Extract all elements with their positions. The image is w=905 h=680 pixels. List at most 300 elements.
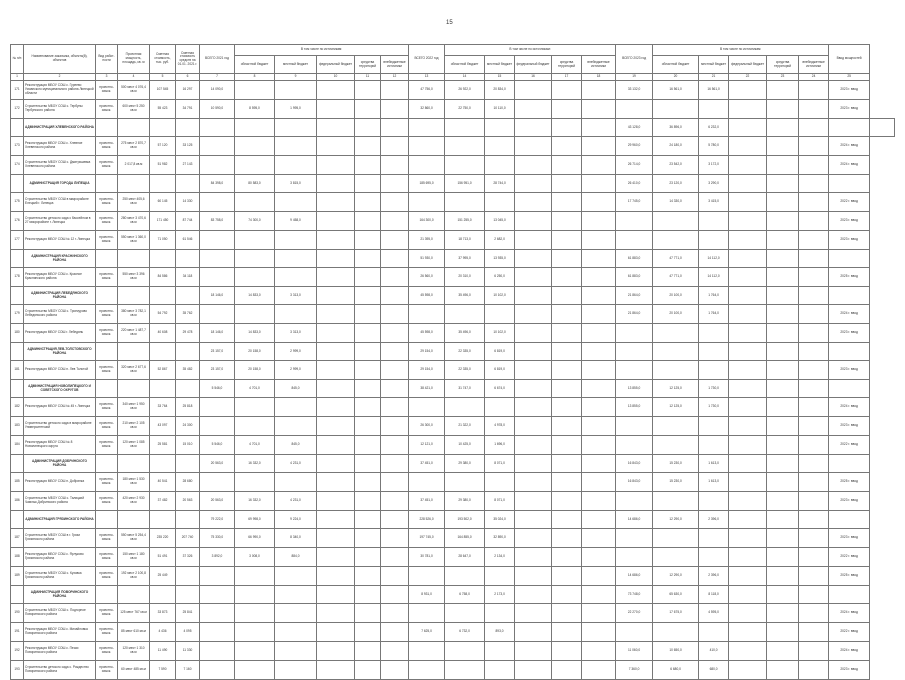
- amount-cell: [582, 324, 616, 343]
- amount-cell: 32 860,0: [409, 100, 445, 119]
- amount-cell: [582, 567, 616, 586]
- amount-cell: [582, 586, 616, 604]
- capacity: 420 мест 2 930 кв.м: [118, 492, 150, 511]
- amount-cell: 6 732,0: [445, 623, 485, 642]
- amount-cell: 11 490: [150, 642, 176, 661]
- amount-cell: 12 125,0: [653, 380, 699, 398]
- amount-cell: [582, 156, 616, 175]
- amount-cell: [235, 473, 275, 492]
- amount-cell: 9 224,0: [275, 511, 317, 529]
- amount-cell: [200, 642, 235, 661]
- amount-cell: [767, 642, 799, 661]
- commissioning: 2025 г. ввод: [829, 268, 870, 287]
- amount-cell: [381, 324, 409, 343]
- amount-cell: [515, 137, 552, 156]
- column-number: 22: [729, 74, 767, 81]
- row-number: [11, 119, 24, 137]
- amount-cell: [275, 661, 317, 680]
- row-number: 172: [11, 100, 24, 119]
- amount-cell: [381, 287, 409, 305]
- amount-cell: [381, 361, 409, 380]
- work-type: [96, 343, 118, 361]
- amount-cell: [317, 156, 355, 175]
- column-number: 8: [235, 74, 275, 81]
- amount-cell: [729, 250, 767, 268]
- amount-cell: [515, 529, 552, 548]
- capacity: [118, 250, 150, 268]
- work-type: [96, 511, 118, 529]
- amount-cell: 8 071,0: [485, 492, 515, 511]
- amount-cell: [200, 250, 235, 268]
- amount-cell: [799, 398, 829, 417]
- amount-cell: [582, 343, 616, 361]
- amount-cell: [616, 231, 653, 250]
- amount-cell: 8 118,0: [699, 586, 729, 604]
- amount-cell: [445, 119, 485, 137]
- amount-cell: 24 180,0: [653, 137, 699, 156]
- amount-cell: 13 935,0: [485, 250, 515, 268]
- amount-cell: 3 172,0: [699, 156, 729, 175]
- amount-cell: [515, 250, 552, 268]
- amount-cell: 3 290,0: [699, 175, 729, 193]
- amount-cell: [381, 305, 409, 324]
- amount-cell: 884,0: [275, 548, 317, 567]
- amount-cell: [729, 642, 767, 661]
- amount-cell: [767, 455, 799, 473]
- amount-cell: [582, 661, 616, 680]
- amount-cell: [582, 137, 616, 156]
- amount-cell: 4 701,0: [235, 380, 275, 398]
- amount-cell: [176, 586, 200, 604]
- object-name: Реконструкция МБОУ СОШ с. Ярлуково Грязинского района: [24, 548, 96, 567]
- work-type: [96, 455, 118, 473]
- amount-cell: [381, 137, 409, 156]
- amount-cell: [317, 343, 355, 361]
- amount-cell: [799, 156, 829, 175]
- amount-cell: 16 561,0: [653, 81, 699, 100]
- amount-cell: 29 380,0: [445, 492, 485, 511]
- amount-cell: [799, 511, 829, 529]
- amount-cell: 6 819,0: [485, 361, 515, 380]
- amount-cell: [176, 380, 200, 398]
- amount-cell: 8 340,0: [275, 529, 317, 548]
- amount-cell: [729, 586, 767, 604]
- table-row: [11, 492, 895, 511]
- amount-cell: [317, 511, 355, 529]
- amount-cell: [275, 473, 317, 492]
- amount-cell: [381, 661, 409, 680]
- amount-cell: [582, 548, 616, 567]
- table-row: [11, 193, 895, 212]
- amount-cell: 2 173,0: [485, 586, 515, 604]
- amount-cell: [582, 492, 616, 511]
- amount-cell: 37 451,0: [409, 492, 445, 511]
- amount-cell: [616, 548, 653, 567]
- commissioning: [829, 175, 870, 193]
- amount-cell: [445, 473, 485, 492]
- amount-cell: [799, 343, 829, 361]
- amount-cell: 26 560,0: [409, 268, 445, 287]
- capacity: 150 мест 1 180 кв.м: [118, 548, 150, 567]
- investment-table: [10, 44, 895, 680]
- amount-cell: 14 330,0: [653, 193, 699, 212]
- amount-cell: [515, 586, 552, 604]
- work-type: проектно-изыск.: [96, 212, 118, 231]
- amount-cell: [582, 417, 616, 436]
- amount-cell: [200, 473, 235, 492]
- amount-cell: [200, 305, 235, 324]
- amount-cell: [176, 119, 200, 137]
- amount-cell: 35 762: [176, 305, 200, 324]
- row-number: 174: [11, 156, 24, 175]
- amount-cell: [317, 231, 355, 250]
- amount-cell: 13 855,0: [616, 398, 653, 417]
- amount-cell: 15 230,0: [653, 455, 699, 473]
- amount-cell: 2 396,0: [699, 511, 729, 529]
- commissioning: [829, 250, 870, 268]
- capacity: 85 мест 610 кв.м: [118, 623, 150, 642]
- work-type: [96, 586, 118, 604]
- amount-cell: [616, 212, 653, 231]
- amount-cell: 845,0: [275, 436, 317, 455]
- object-name: АДМИНИСТРАЦИЯ ХЛЕВЕНСКОГО РАЙОНА: [24, 119, 96, 137]
- amount-cell: [317, 548, 355, 567]
- object-name: АДМИНИСТРАЦИЯ ЛЕБЕДЯНСКОГО РАЙОНА: [24, 287, 96, 305]
- column-number: 9: [275, 74, 317, 81]
- work-type: проектно-изыск.: [96, 548, 118, 567]
- amount-cell: [729, 81, 767, 100]
- amount-cell: [799, 436, 829, 455]
- amount-cell: [381, 343, 409, 361]
- amount-cell: 10 650,0: [653, 642, 699, 661]
- amount-cell: 87 744: [176, 212, 200, 231]
- section-row: [11, 175, 895, 193]
- amount-cell: [616, 361, 653, 380]
- header-cell: Проектная мощность, площадь, кв. м: [118, 45, 150, 74]
- amount-cell: [445, 156, 485, 175]
- amount-cell: 107 545: [150, 81, 176, 100]
- amount-cell: 164 855,0: [445, 529, 485, 548]
- amount-cell: [409, 119, 445, 137]
- amount-cell: [799, 250, 829, 268]
- amount-cell: [200, 268, 235, 287]
- amount-cell: [515, 175, 552, 193]
- amount-cell: 3 815,0: [275, 175, 317, 193]
- amount-cell: [275, 119, 317, 137]
- amount-cell: [552, 212, 582, 231]
- header-cell: ВСЕГО 2022 год: [409, 45, 445, 74]
- row-number: 188: [11, 548, 24, 567]
- header-cell: внебюджетные источники: [582, 56, 616, 74]
- amount-cell: 164 300,0: [409, 212, 445, 231]
- amount-cell: [699, 436, 729, 455]
- amount-cell: 410,0: [699, 642, 729, 661]
- amount-cell: [355, 623, 381, 642]
- commissioning: 2023 г. ввод: [829, 100, 870, 119]
- amount-cell: [515, 380, 552, 398]
- amount-cell: [699, 343, 729, 361]
- header-numbers-row: [11, 74, 895, 81]
- amount-cell: [767, 417, 799, 436]
- column-number: 11: [355, 74, 381, 81]
- amount-cell: 6 674,0: [485, 380, 515, 398]
- amount-cell: 14 686,0: [616, 567, 653, 586]
- amount-cell: [317, 380, 355, 398]
- amount-cell: [729, 305, 767, 324]
- amount-cell: [799, 193, 829, 212]
- amount-cell: 13 855,0: [616, 380, 653, 398]
- amount-cell: [485, 119, 515, 137]
- amount-cell: [699, 361, 729, 380]
- amount-cell: [355, 287, 381, 305]
- amount-cell: 14 330: [176, 193, 200, 212]
- amount-cell: [552, 81, 582, 100]
- amount-cell: [582, 473, 616, 492]
- commissioning: 2023 г. ввод: [829, 231, 870, 250]
- amount-cell: [729, 529, 767, 548]
- capacity: 280 мест 3 470,6 кв.м: [118, 212, 150, 231]
- capacity: [118, 287, 150, 305]
- amount-cell: [235, 623, 275, 642]
- amount-cell: 5 546,0: [200, 436, 235, 455]
- capacity: 275 мест 2 870,7 кв.м: [118, 137, 150, 156]
- amount-cell: [767, 586, 799, 604]
- amount-cell: 1 696,0: [485, 436, 515, 455]
- amount-cell: 171 450: [150, 212, 176, 231]
- amount-cell: [616, 623, 653, 642]
- page-number: 15: [446, 20, 453, 26]
- amount-cell: [799, 604, 829, 623]
- amount-cell: [381, 473, 409, 492]
- commissioning: [829, 119, 870, 137]
- amount-cell: 20 563,0: [200, 455, 235, 473]
- amount-cell: [445, 193, 485, 212]
- row-number: [11, 380, 24, 398]
- work-type: [96, 287, 118, 305]
- amount-cell: 45 598,0: [409, 324, 445, 343]
- header-cell: местный бюджет: [485, 56, 515, 74]
- amount-cell: 185 695,0: [409, 175, 445, 193]
- column-number: 18: [582, 74, 616, 81]
- commissioning: [829, 380, 870, 398]
- amount-cell: 15 230,0: [653, 473, 699, 492]
- amount-cell: [767, 250, 799, 268]
- amount-cell: 3 313,0: [275, 287, 317, 305]
- amount-cell: [235, 250, 275, 268]
- amount-cell: [176, 250, 200, 268]
- capacity: 500 мест 4 076,4 кв.м: [118, 81, 150, 100]
- object-name: Реконструкция МБОУ СОШ с. Хлевное Хлевенского района: [24, 137, 96, 156]
- amount-cell: 14 112,0: [699, 268, 729, 287]
- amount-cell: [381, 417, 409, 436]
- amount-cell: [355, 567, 381, 586]
- column-number: 21: [699, 74, 729, 81]
- section-row: [11, 343, 895, 361]
- amount-cell: [729, 361, 767, 380]
- amount-cell: [176, 343, 200, 361]
- amount-cell: 20 563,0: [200, 492, 235, 511]
- amount-cell: 38 421,0: [409, 380, 445, 398]
- amount-cell: [767, 548, 799, 567]
- work-type: проектно-изыск.: [96, 473, 118, 492]
- amount-cell: [552, 417, 582, 436]
- amount-cell: [485, 305, 515, 324]
- object-name: Реконструкция МБОУ СОШ с. Гуреево Усманского муниципального района Липецкой области: [24, 81, 96, 100]
- amount-cell: [355, 212, 381, 231]
- table-row: [11, 398, 895, 417]
- amount-cell: [150, 175, 176, 193]
- amount-cell: 14 090,0: [200, 81, 235, 100]
- amount-cell: 66 990,0: [235, 529, 275, 548]
- header-cell: средства территорий: [552, 56, 582, 74]
- commissioning: 2023 г. ввод: [829, 324, 870, 343]
- amount-cell: [799, 567, 829, 586]
- column-number: 7: [200, 74, 235, 81]
- object-name: Строительство МБОУ СОШ в г. Грязи Грязинского района: [24, 529, 96, 548]
- column-number: 24: [799, 74, 829, 81]
- column-number: 12: [381, 74, 409, 81]
- amount-cell: [729, 287, 767, 305]
- amount-cell: [767, 380, 799, 398]
- column-number: 19: [616, 74, 653, 81]
- amount-cell: 24 300: [176, 417, 200, 436]
- commissioning: 2022 г. ввод: [829, 436, 870, 455]
- amount-cell: [729, 119, 767, 137]
- amount-cell: [275, 623, 317, 642]
- header-cell: средства территорий: [355, 56, 381, 74]
- capacity: 192 мест 2 100,8 кв.м: [118, 567, 150, 586]
- amount-cell: [235, 156, 275, 175]
- commissioning: 2023 г. ввод: [829, 81, 870, 100]
- amount-cell: [653, 231, 699, 250]
- column-number: 3: [96, 74, 118, 81]
- amount-cell: [485, 156, 515, 175]
- amount-cell: [799, 380, 829, 398]
- amount-cell: 193 502,0: [445, 511, 485, 529]
- amount-cell: [552, 175, 582, 193]
- amount-cell: 80 583,0: [235, 175, 275, 193]
- amount-cell: 18 146,0: [200, 287, 235, 305]
- amount-cell: 10 102,0: [485, 324, 515, 343]
- commissioning: [829, 511, 870, 529]
- amount-cell: [317, 193, 355, 212]
- amount-cell: [699, 231, 729, 250]
- amount-cell: [150, 586, 176, 604]
- amount-cell: [582, 604, 616, 623]
- work-type: проектно-изыск.: [96, 81, 118, 100]
- amount-cell: [515, 455, 552, 473]
- object-name: АДМИНИСТРАЦИЯ ПОВОРИНСКОГО РАЙОНА: [24, 586, 96, 604]
- amount-cell: [729, 567, 767, 586]
- amount-cell: [729, 268, 767, 287]
- row-number: 180: [11, 324, 24, 343]
- amount-cell: 34 791: [176, 100, 200, 119]
- row-number: 179: [11, 305, 24, 324]
- work-type: проектно-изыск.: [96, 661, 118, 680]
- amount-cell: [552, 100, 582, 119]
- amount-cell: [870, 119, 895, 137]
- row-number: [11, 175, 24, 193]
- amount-cell: [767, 604, 799, 623]
- amount-cell: [485, 567, 515, 586]
- amount-cell: [767, 268, 799, 287]
- amount-cell: [317, 398, 355, 417]
- section-row: [11, 586, 895, 604]
- amount-cell: [699, 324, 729, 343]
- amount-cell: [235, 567, 275, 586]
- amount-cell: [235, 119, 275, 137]
- amount-cell: 20 158,0: [235, 343, 275, 361]
- amount-cell: 4 978,0: [485, 417, 515, 436]
- amount-cell: [445, 305, 485, 324]
- amount-cell: 29 154,0: [409, 343, 445, 361]
- amount-cell: 16 561,0: [699, 81, 729, 100]
- amount-cell: 197 745,0: [409, 529, 445, 548]
- amount-cell: 43 128,0: [616, 119, 653, 137]
- amount-cell: [275, 642, 317, 661]
- amount-cell: 21 322,0: [445, 417, 485, 436]
- amount-cell: 4 231,0: [275, 492, 317, 511]
- amount-cell: 11 330: [176, 642, 200, 661]
- amount-cell: 20 100,0: [653, 287, 699, 305]
- amount-cell: [381, 604, 409, 623]
- amount-cell: [381, 212, 409, 231]
- amount-cell: [515, 623, 552, 642]
- capacity: 2 017,8 кв.м: [118, 156, 150, 175]
- amount-cell: [275, 156, 317, 175]
- amount-cell: [552, 343, 582, 361]
- amount-cell: [799, 119, 829, 137]
- header-cell: Ввод мощностей: [829, 45, 870, 74]
- work-type: проектно-изыск.: [96, 436, 118, 455]
- header-cell: федеральный бюджет: [729, 56, 767, 74]
- amount-cell: [515, 100, 552, 119]
- amount-cell: 29 960,0: [616, 137, 653, 156]
- amount-cell: 9 458,0: [275, 212, 317, 231]
- amount-cell: [409, 137, 445, 156]
- amount-cell: [582, 380, 616, 398]
- amount-cell: 26 922,0: [445, 81, 485, 100]
- amount-cell: [485, 137, 515, 156]
- amount-cell: [767, 361, 799, 380]
- section-row: [11, 511, 895, 529]
- amount-cell: [653, 623, 699, 642]
- amount-cell: [767, 81, 799, 100]
- amount-cell: [275, 137, 317, 156]
- amount-cell: [582, 212, 616, 231]
- amount-cell: 51 491: [150, 548, 176, 567]
- amount-cell: 25 449: [150, 567, 176, 586]
- row-number: 185: [11, 473, 24, 492]
- row-number: 178: [11, 268, 24, 287]
- header-group: В том числе по источникам:: [235, 45, 409, 56]
- amount-cell: [799, 529, 829, 548]
- amount-cell: [552, 529, 582, 548]
- amount-cell: [409, 604, 445, 623]
- amount-cell: [200, 604, 235, 623]
- amount-cell: [150, 119, 176, 137]
- amount-cell: [317, 567, 355, 586]
- amount-cell: [355, 548, 381, 567]
- amount-cell: 47 756,0: [409, 81, 445, 100]
- amount-cell: 28 647,0: [445, 548, 485, 567]
- table-row: [11, 81, 895, 100]
- capacity: 60 мест 485 кв.м: [118, 661, 150, 680]
- amount-cell: 18 713,0: [445, 231, 485, 250]
- capacity: 120 мест 1 310 кв.м: [118, 642, 150, 661]
- amount-cell: [729, 436, 767, 455]
- amount-cell: [235, 193, 275, 212]
